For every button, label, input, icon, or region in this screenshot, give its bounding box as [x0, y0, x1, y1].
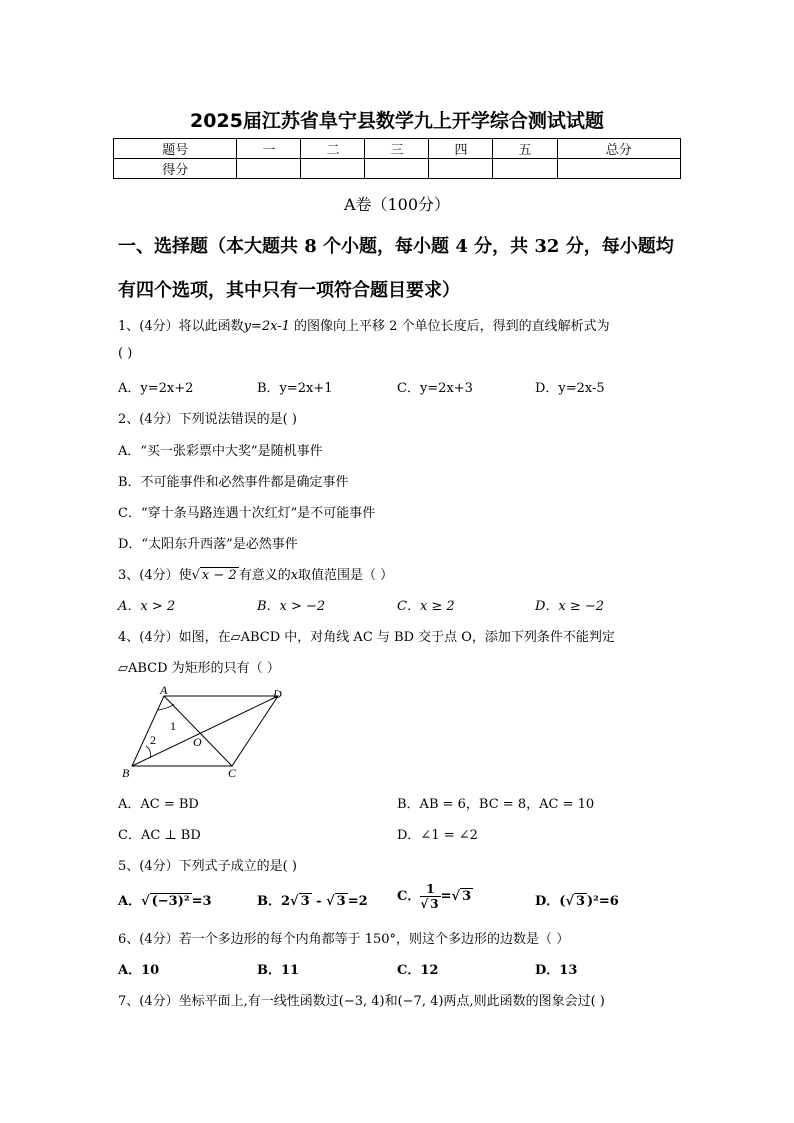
label-angle-1: 1 [170, 719, 176, 733]
q1-stem-text-2: 的图像向上平移 2 个单位长度后，得到的直线解析式为 [289, 319, 610, 334]
score-cell [429, 159, 493, 179]
label-o: O [193, 735, 202, 749]
score-header-cell: 题号 [114, 139, 237, 159]
q1-function: y=2x-1 [243, 319, 290, 334]
score-header-cell: 五 [493, 139, 557, 159]
q5-option-a-label: A． [118, 894, 142, 909]
q1-answer-paren: ( ) [118, 346, 133, 361]
q3-option-b: B．x > −2 [257, 599, 326, 614]
q5-option-a-result: =3 [191, 894, 212, 909]
score-cell [365, 159, 429, 179]
q4-stem-line2: ▱ABCD 为矩形的只有（ ） [118, 661, 280, 676]
q5-option-a-radicand: (−3)² [151, 894, 190, 909]
parallelogram-figure [118, 684, 298, 780]
q2-option-c: C．“穿十条马路连遇十次红灯”是不可能事件 [118, 506, 376, 521]
q1-option-c: C．y=2x+3 [397, 381, 473, 396]
q1-option-b: B．y=2x+1 [257, 381, 333, 396]
q5-option-b-minus: - [311, 894, 327, 909]
q5-option-c-numerator: 1 [420, 882, 440, 897]
q3-radicand: x − 2 [201, 568, 237, 583]
label-c: C [228, 766, 237, 780]
q5-option-c-label: C． [397, 889, 421, 904]
q1-stem [118, 315, 610, 334]
q5-option-b-result: =2 [347, 894, 368, 909]
section-a-heading: A卷（100分） [343, 195, 451, 214]
q2-stem: 2、(4分）下列说法错误的是( ) [118, 412, 297, 427]
q3-stem-text: 3、(4分）使 [118, 568, 192, 583]
q2-option-d: D．“太阳东升西落”是必然事件 [118, 537, 298, 552]
score-cell [493, 159, 557, 179]
q3-stem: 3、(4分）使√ x − 2 有意义的x取值范围是（ ） [118, 568, 394, 583]
q6-stem: 6、(4分）若一个多边形的每个内角都等于 150°，则这个多边形的边数是（ ） [118, 932, 570, 947]
label-angle-2: 2 [150, 733, 156, 747]
score-cell [301, 159, 365, 179]
q5-option-b-label: B．2 [257, 894, 291, 909]
q5-option-d-result: )²=6 [587, 894, 619, 909]
q4-stem-line1: 4、(4分）如图，在▱ABCD 中，对角线 AC 与 BD 交于点 O，添加下列条件不能判定 [118, 630, 615, 645]
q5-option-c-fraction [420, 882, 440, 911]
q7-stem: 7、(4分）坐标平面上,有一线性函数过(−3, 4)和(−7, 4)两点,则此函数的图象会过( ) [118, 994, 605, 1009]
q5-option-c: C． $\frac{1}{√ 3}$ =√ 3 [397, 882, 472, 911]
q3-option-d: D．x ≥ −2 [535, 599, 605, 614]
score-table [113, 138, 681, 179]
q5-option-d-radicand: 3 [575, 894, 586, 909]
q6-option-c: C．12 [397, 963, 439, 978]
score-header-cell: 一 [237, 139, 301, 159]
score-table-header-row [114, 139, 681, 159]
q5-option-c-equals: = [440, 889, 452, 904]
q5-stem: 5、(4分）下列式子成立的是( ) [118, 859, 297, 874]
score-row-label: 得分 [114, 159, 237, 179]
label-a: A [160, 684, 168, 697]
q4-option-a: A．AC = BD [118, 797, 199, 812]
q5-option-b-radicand-2: 3 [336, 894, 346, 909]
q4-option-d: D．∠1 = ∠2 [397, 828, 478, 843]
q3-variable: x [290, 568, 299, 583]
q5-option-b-radicand-1: 3 [300, 894, 310, 909]
score-header-cell: 四 [429, 139, 493, 159]
q4-option-b: B．AB = 6，BC = 8，AC = 10 [397, 797, 595, 812]
score-cell [557, 159, 681, 179]
q3-stem-text-2: 有意义的 [238, 568, 291, 583]
q6-option-d: D．13 [535, 963, 578, 978]
q6-option-b: B．11 [257, 963, 300, 978]
score-header-cell: 三 [365, 139, 429, 159]
q5-option-b: B．2√ 3 - √ 3 =2 [257, 894, 368, 909]
q5-option-c-radicand: 3 [462, 889, 472, 904]
q2-option-a: A．“买一张彩票中大奖”是随机事件 [118, 444, 323, 459]
q1-option-d: D．y=2x-5 [535, 381, 605, 396]
q2-option-b: B．不可能事件和必然事件都是确定事件 [118, 475, 349, 490]
q5-option-d-label: D．( [535, 894, 566, 909]
score-header-cell: 总分 [557, 139, 681, 159]
q5-option-c-denominator: √ 3 [420, 897, 439, 911]
label-b: B [122, 766, 130, 780]
q3-option-a: A．x > 2 [118, 599, 176, 614]
q6-option-a: A．10 [118, 963, 160, 978]
diagonal-bd [132, 696, 278, 766]
score-header-cell: 二 [301, 139, 365, 159]
q1-option-a: A．y=2x+2 [118, 381, 194, 396]
q5-option-d: D．(√ 3 )²=6 [535, 894, 619, 909]
score-table-score-row [114, 159, 681, 179]
part1-heading-line2: 有四个选项，其中只有一项符合题目要求） [118, 280, 460, 301]
q5-option-a: A．√ (−3)² =3 [118, 894, 212, 909]
part1-heading-line1: 一、选择题（本大题共 8 个小题，每小题 4 分，共 32 分，每小题均 [118, 236, 674, 257]
q4-option-c: C．AC ⊥ BD [118, 828, 201, 843]
q5-option-c-den-radicand: 3 [430, 897, 439, 911]
q3-stem-text-3: 取值范围是（ ） [298, 568, 394, 583]
angle-2-arc [146, 746, 151, 758]
exam-title: 2025届江苏省阜宁县数学九上开学综合测试试题 [190, 110, 604, 132]
label-d: D [273, 687, 282, 701]
score-cell [237, 159, 301, 179]
q1-stem-text: 1、(4分）将以此函数 [118, 319, 244, 334]
q3-option-c: C．x ≥ 2 [397, 599, 455, 614]
